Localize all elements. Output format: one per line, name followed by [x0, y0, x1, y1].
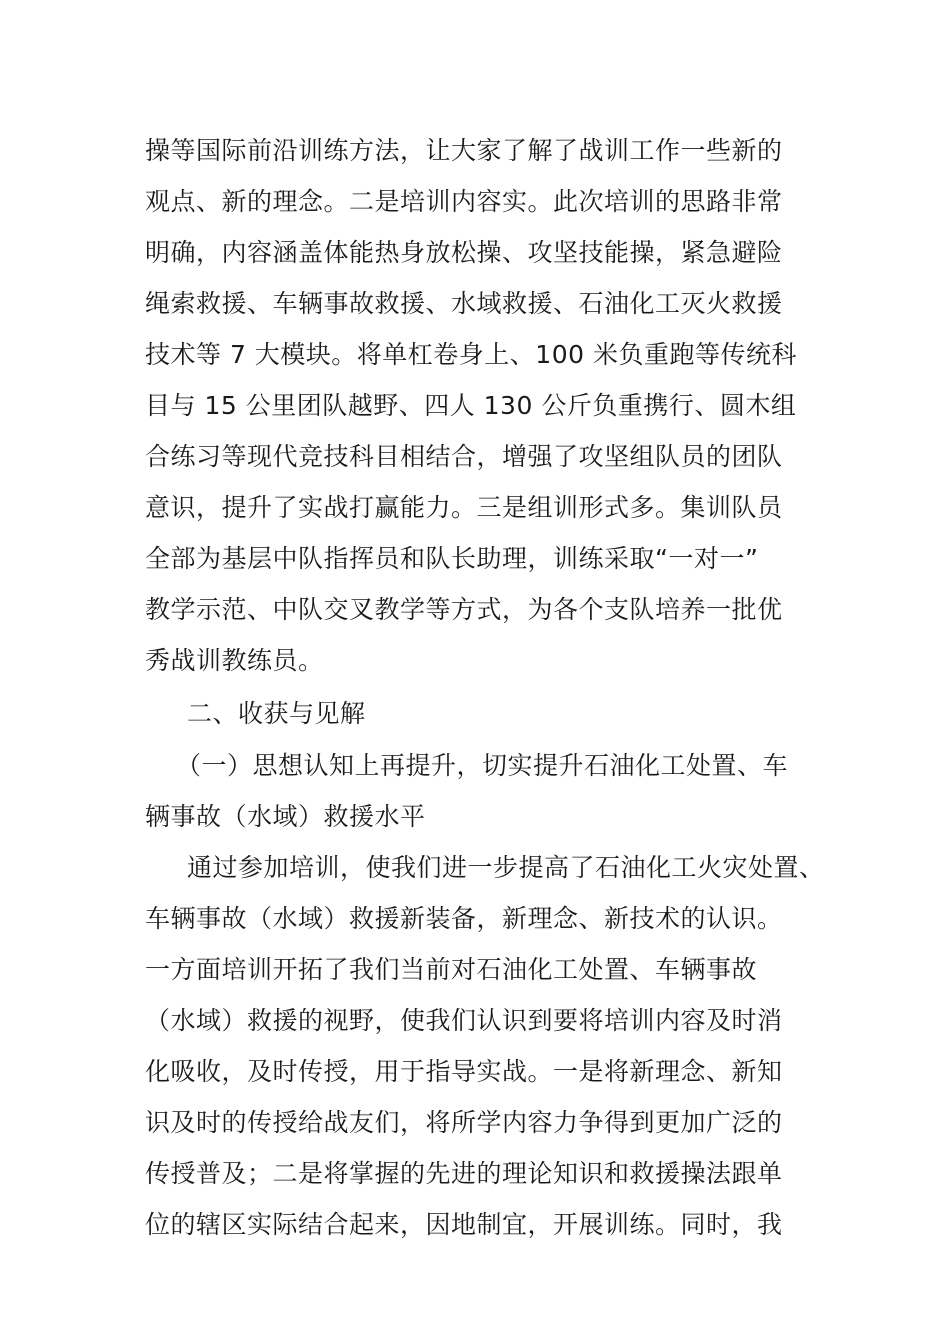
text-line: 观点、新的理念。二是培训内容实。此次培训的思路非常 — [145, 187, 783, 216]
text-line: 意识，提升了实战打赢能力。三是组训形式多。集训队员 — [145, 493, 783, 522]
text-line: 合练习等现代竞技科目相结合，增强了攻坚组队员的团队 — [145, 442, 783, 471]
text-line: （水域）救援的视野，使我们认识到要将培训内容及时消 — [145, 1006, 783, 1035]
text-line: 技术等 7 大模块。将单杠卷身上、100 米负重跑等传统科 — [145, 340, 797, 369]
text-line: 车辆事故（水域）救援新装备，新理念、新技术的认识。 — [145, 904, 783, 933]
text-line: 化吸收，及时传授，用于指导实战。一是将新理念、新知 — [145, 1057, 783, 1086]
text-line: 秀战训教练员。 — [145, 646, 324, 675]
text-line: 传授普及；二是将掌握的先进的理论知识和救援操法跟单 — [145, 1159, 783, 1188]
text-line: 目与 15 公里团队越野、四人 130 公斤负重携行、圆木组 — [145, 391, 797, 420]
text-line: 教学示范、中队交叉教学等方式，为各个支队培养一批优 — [145, 595, 783, 624]
subsection-heading-continued: 辆事故（水域）救援水平 — [145, 802, 426, 831]
section-heading: 二、收获与见解 — [187, 699, 366, 728]
text-line: 全部为基层中队指挥员和队长助理，训练采取“一对一” — [145, 544, 759, 573]
text-line: 绳索救援、车辆事故救援、水域救援、石油化工灭火救援 — [145, 289, 783, 318]
text-line: 一方面培训开拓了我们当前对石油化工处置、车辆事故 — [145, 955, 758, 984]
text-line: 识及时的传授给战友们，将所学内容力争得到更加广泛的 — [145, 1108, 783, 1137]
text-line: 位的辖区实际结合起来，因地制宜，开展训练。同时，我 — [145, 1210, 783, 1239]
paragraph-start: 通过参加培训，使我们进一步提高了石油化工火灾处置、 — [187, 853, 825, 882]
text-line: 明确，内容涵盖体能热身放松操、攻坚技能操，紧急避险 — [145, 238, 783, 267]
subsection-heading: （一）思想认知上再提升，切实提升石油化工处置、车 — [176, 751, 789, 780]
text-line: 操等国际前沿训练方法，让大家了解了战训工作一些新的 — [145, 136, 783, 165]
